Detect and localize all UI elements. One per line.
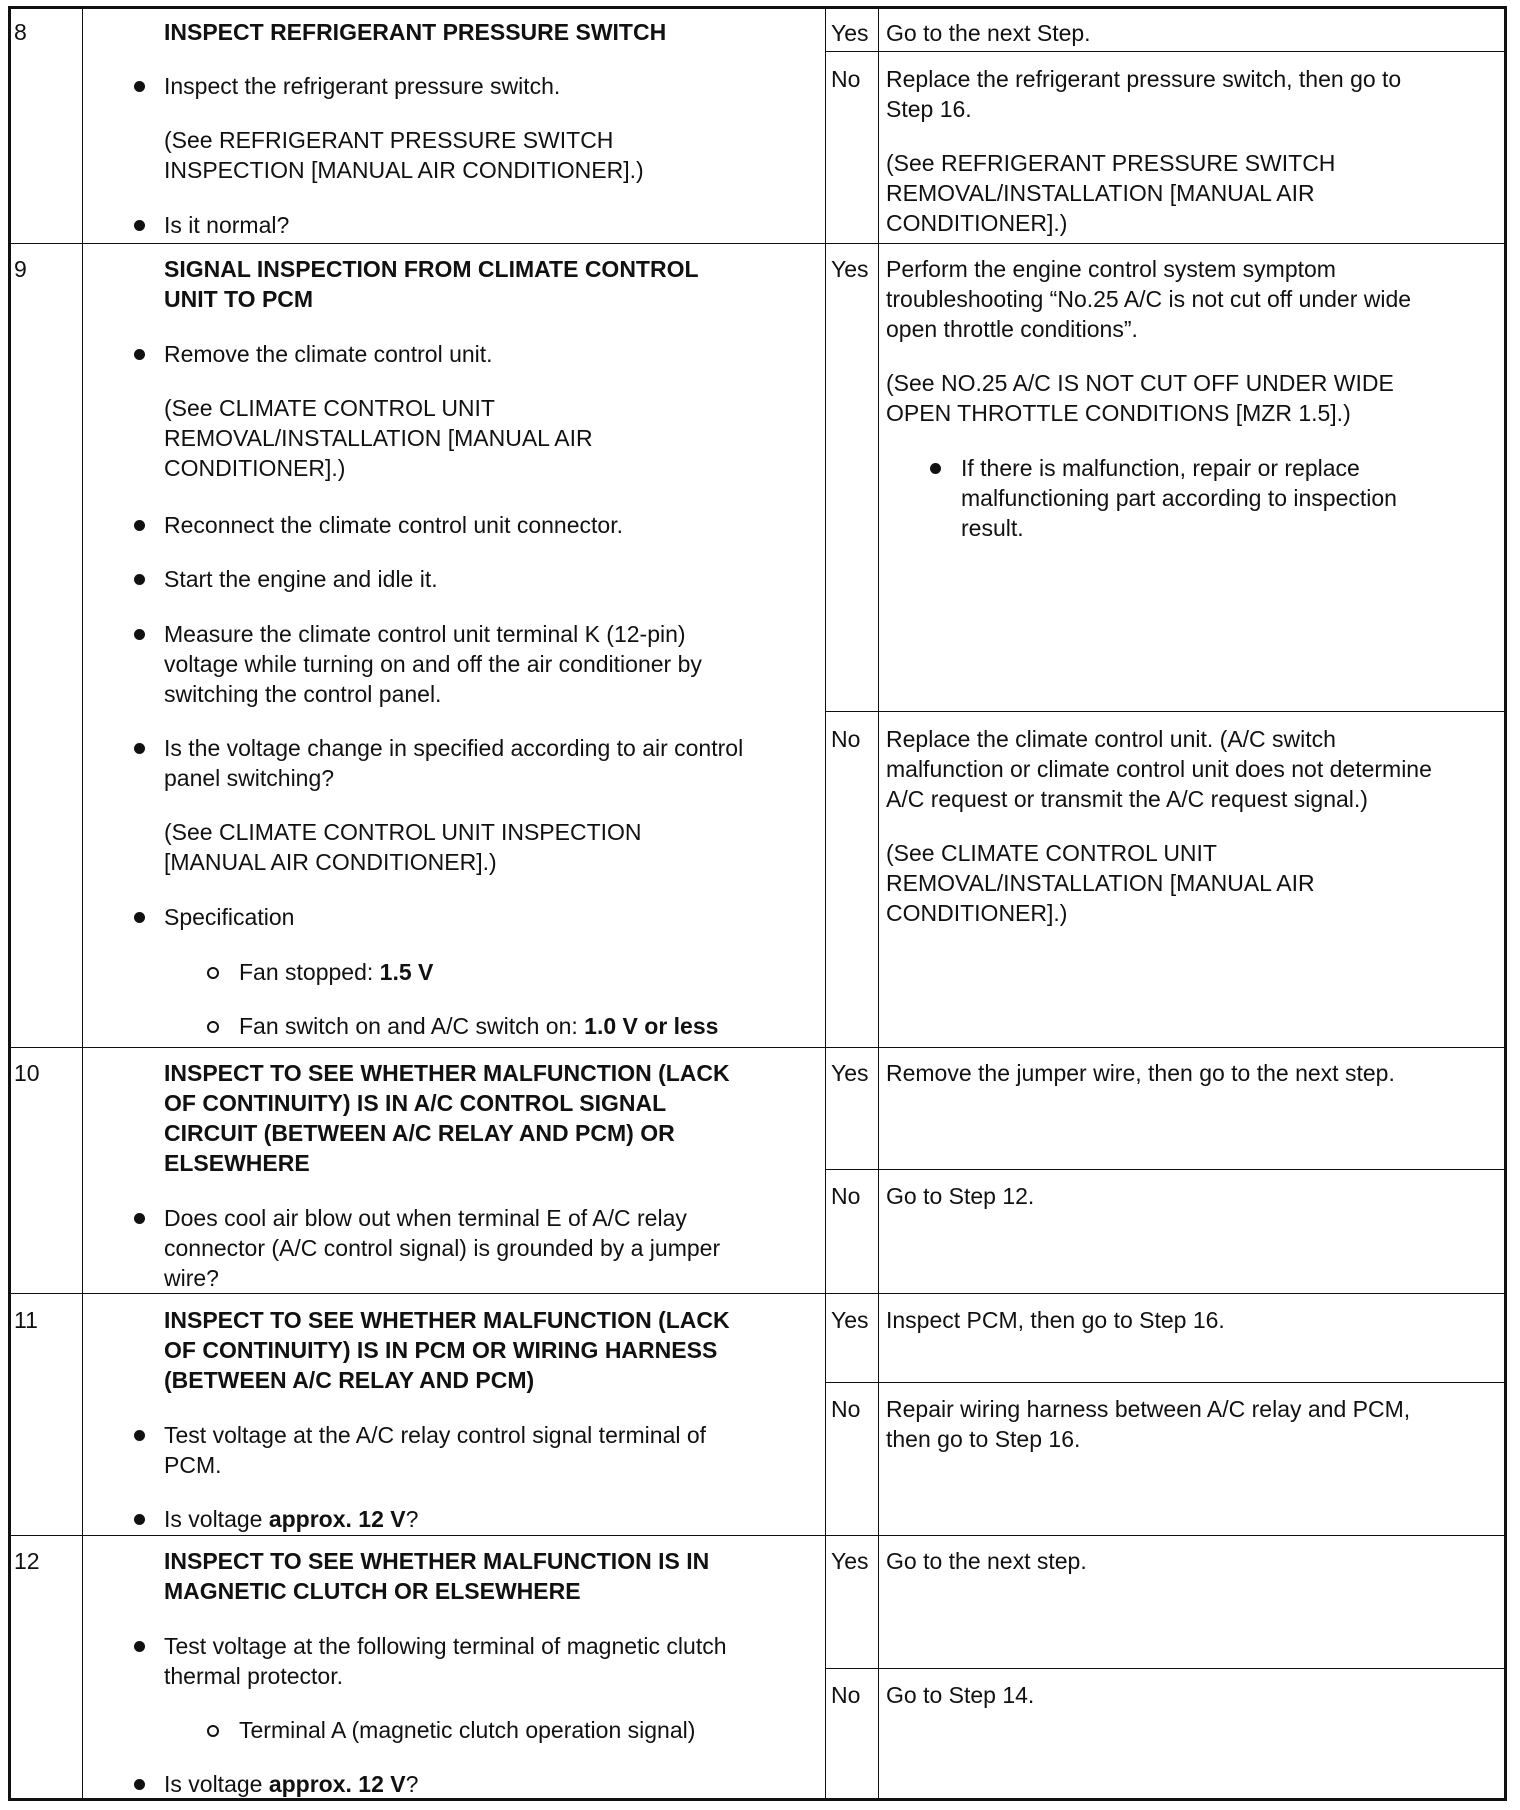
yes-label: Yes [831, 1307, 869, 1333]
yes-no-separator [825, 51, 1504, 52]
yes-action: Inspect PCM, then go to Step 16. [886, 1307, 1225, 1333]
no-action: Replace the refrigerant pressure switch, then go to [886, 66, 1402, 92]
procedure-text: Specification [164, 904, 295, 930]
step-number: 10 [14, 1060, 40, 1086]
no-action: Repair wiring harness between A/C relay and PCM, [886, 1396, 1411, 1422]
yes-sub-action: If there is malfunction, repair or replace [961, 455, 1360, 481]
procedure-text: wire? [164, 1265, 219, 1291]
no-reference: REMOVAL/INSTALLATION [MANUAL AIR [886, 870, 1315, 896]
no-label: No [831, 66, 861, 92]
question-mark: ? [405, 1506, 419, 1532]
spec-value: 1.5 V [379, 959, 434, 985]
yes-action: troubleshooting “No.25 A/C is not cut off under wide [886, 286, 1412, 312]
bullet-icon [134, 574, 145, 585]
no-label: No [831, 1682, 861, 1708]
no-action: Go to Step 14. [886, 1682, 1035, 1708]
yes-sub-action: malfunctioning part according to inspection [961, 485, 1397, 511]
row-separator [11, 1047, 1504, 1048]
bullet-icon [134, 520, 145, 531]
reference-text: [MANUAL AIR CONDITIONER].) [164, 849, 497, 875]
bullet-icon [134, 1514, 145, 1525]
procedure-sub-text: Terminal A (magnetic clutch operation signal) [239, 1717, 696, 1743]
procedure-text: thermal protector. [164, 1663, 343, 1689]
bullet-icon [134, 1641, 145, 1652]
row-separator [11, 243, 1504, 244]
step-title: UNIT TO PCM [164, 286, 314, 312]
no-label: No [831, 726, 861, 752]
procedure-text [164, 1769, 418, 1799]
yes-label: Yes [831, 1548, 869, 1574]
yes-no-separator [825, 711, 1504, 712]
column-divider-result [878, 9, 879, 1798]
procedure-text [164, 1504, 418, 1534]
yes-action: Go to the next step. [886, 1548, 1087, 1574]
bullet-icon [134, 81, 145, 92]
procedure-text: Measure the climate control unit terminal K (12-pin) [164, 621, 686, 647]
row-separator [11, 1293, 1504, 1294]
yes-label: Yes [831, 1060, 869, 1086]
procedure-text: Reconnect the climate control unit connector. [164, 512, 623, 538]
no-reference: CONDITIONER].) [886, 210, 1068, 236]
yes-reference: OPEN THROTTLE CONDITIONS [MZR 1.5].) [886, 400, 1351, 426]
step-number: 8 [14, 19, 27, 45]
reference-text: INSPECTION [MANUAL AIR CONDITIONER].) [164, 157, 644, 183]
reference-text: (See REFRIGERANT PRESSURE SWITCH [164, 127, 614, 153]
no-reference: CONDITIONER].) [886, 900, 1068, 926]
procedure-text: Start the engine and idle it. [164, 566, 438, 592]
bullet-icon [134, 1430, 145, 1441]
yes-action: open throttle conditions”. [886, 316, 1138, 342]
procedure-text: Test voltage at the A/C relay control signal terminal of [164, 1422, 707, 1448]
step-title: MAGNETIC CLUTCH OR ELSEWHERE [164, 1578, 581, 1604]
procedure-text: Does cool air blow out when terminal E of A/C relay [164, 1205, 687, 1231]
step-title: INSPECT TO SEE WHETHER MALFUNCTION IS IN [164, 1548, 710, 1574]
column-divider-step [82, 9, 83, 1798]
no-action: malfunction or climate control unit does not determine [886, 756, 1432, 782]
yes-action: Remove the jumper wire, then go to the next step. [886, 1060, 1395, 1086]
bullet-icon [134, 1779, 145, 1790]
step-title: CIRCUIT (BETWEEN A/C RELAY AND PCM) OR [164, 1120, 675, 1146]
procedure-text: Remove the climate control unit. [164, 341, 493, 367]
no-action: A/C request or transmit the A/C request signal.) [886, 786, 1368, 812]
yes-reference: (See NO.25 A/C IS NOT CUT OFF UNDER WIDE [886, 370, 1394, 396]
no-action: Go to Step 12. [886, 1183, 1035, 1209]
reference-text: REMOVAL/INSTALLATION [MANUAL AIR [164, 425, 593, 451]
row-separator [11, 1535, 1504, 1536]
no-reference: (See REFRIGERANT PRESSURE SWITCH [886, 150, 1336, 176]
sub-bullet-icon [207, 1021, 219, 1033]
step-title: SIGNAL INSPECTION FROM CLIMATE CONTROL [164, 256, 699, 282]
procedure-text: panel switching? [164, 765, 335, 791]
procedure-text: Is the voltage change in specified according to air control [164, 735, 744, 761]
step-title: INSPECT TO SEE WHETHER MALFUNCTION (LACK [164, 1307, 730, 1333]
yes-action: Perform the engine control system symptom [886, 256, 1336, 282]
step-title: (BETWEEN A/C RELAY AND PCM) [164, 1367, 535, 1393]
no-action: Replace the climate control unit. (A/C switch [886, 726, 1336, 752]
no-reference: REMOVAL/INSTALLATION [MANUAL AIR [886, 180, 1315, 206]
spec-value: 1.0 V or less [584, 1013, 719, 1039]
bullet-icon [134, 1213, 145, 1224]
bullet-icon [134, 629, 145, 640]
bullet-icon [134, 912, 145, 923]
question-text: Is voltage [164, 1771, 269, 1797]
yes-sub-action: result. [961, 515, 1024, 541]
procedure-text: switching the control panel. [164, 681, 442, 707]
spec-label: Fan stopped: [239, 959, 380, 985]
procedure-text: PCM. [164, 1452, 222, 1478]
yes-no-separator [825, 1382, 1504, 1383]
procedure-text: connector (A/C control signal) is grounded by a jumper [164, 1235, 721, 1261]
bullet-icon [134, 743, 145, 754]
reference-text: (See CLIMATE CONTROL UNIT [164, 395, 495, 421]
step-number: 12 [14, 1548, 40, 1574]
column-divider-procedure [825, 9, 826, 1798]
question-text: Is voltage [164, 1506, 269, 1532]
spec-label: Fan switch on and A/C switch on: [239, 1013, 585, 1039]
step-title: OF CONTINUITY) IS IN PCM OR WIRING HARNESS [164, 1337, 718, 1363]
yes-no-separator [825, 1169, 1504, 1170]
step-title: ELSEWHERE [164, 1150, 310, 1176]
no-label: No [831, 1183, 861, 1209]
no-reference: (See CLIMATE CONTROL UNIT [886, 840, 1217, 866]
procedure-text: Test voltage at the following terminal of magnetic clutch [164, 1633, 727, 1659]
yes-no-separator [825, 1668, 1504, 1669]
procedure-text: Is it normal? [164, 212, 290, 238]
bullet-icon [134, 220, 145, 231]
question-mark: ? [405, 1771, 419, 1797]
voltage-value: approx. 12 V [268, 1771, 406, 1797]
reference-text: CONDITIONER].) [164, 455, 346, 481]
yes-action: Go to the next Step. [886, 20, 1091, 46]
step-title: OF CONTINUITY) IS IN A/C CONTROL SIGNAL [164, 1090, 667, 1116]
spec-line [239, 1011, 718, 1041]
no-action: then go to Step 16. [886, 1426, 1081, 1452]
yes-label: Yes [831, 20, 869, 46]
troubleshooting-table [8, 6, 1507, 1801]
bullet-icon [930, 463, 941, 474]
voltage-value: approx. 12 V [268, 1506, 406, 1532]
procedure-text: Inspect the refrigerant pressure switch. [164, 73, 561, 99]
procedure-text: voltage while turning on and off the air conditioner by [164, 651, 702, 677]
yes-label: Yes [831, 256, 869, 282]
step-title: INSPECT REFRIGERANT PRESSURE SWITCH [164, 19, 667, 45]
bullet-icon [134, 349, 145, 360]
step-title: INSPECT TO SEE WHETHER MALFUNCTION (LACK [164, 1060, 730, 1086]
step-number: 11 [14, 1307, 38, 1333]
step-number: 9 [14, 256, 27, 282]
no-action: Step 16. [886, 96, 972, 122]
no-label: No [831, 1396, 861, 1422]
reference-text: (See CLIMATE CONTROL UNIT INSPECTION [164, 819, 642, 845]
spec-line [239, 957, 433, 987]
sub-bullet-icon [207, 1725, 219, 1737]
sub-bullet-icon [207, 967, 219, 979]
